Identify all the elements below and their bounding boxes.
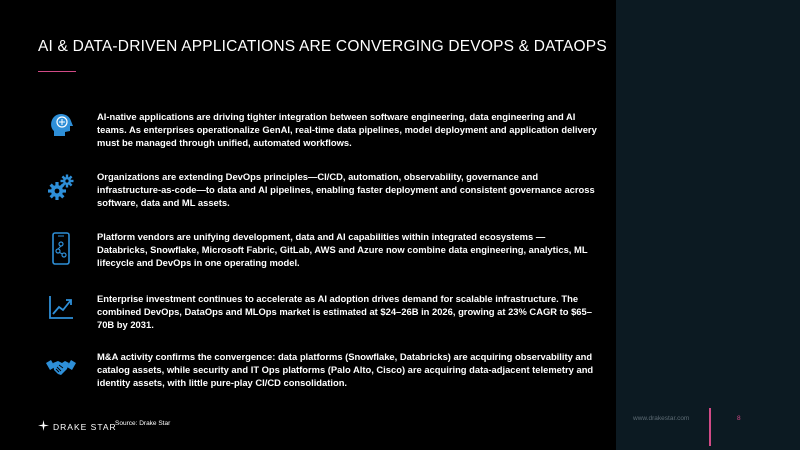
- brain-head-icon: [44, 108, 78, 142]
- list-item-text: Platform vendors are unifying development, data and AI capabilities within integrated ecosystems — Databricks, Snowflake, Microsoft Fabric, GitLab, AWS and Azure now combine data engineering, analytics, ML lifecycle and DevOps in one operating model.: [97, 231, 588, 268]
- growth-chart-icon: [44, 290, 78, 324]
- drake-star-logo: [38, 418, 117, 436]
- page-title: AI & DATA-DRIVEN APPLICATIONS ARE CONVERGING DEVOPS & DATAOPS: [38, 38, 607, 55]
- list-item-text: M&A activity confirms the convergence: data platforms (Snowflake, Databricks) are acquiring observability and catalog assets, while security and IT Ops platforms (Palo Alto, Cisco) are acquiring data-adjacent telemetry and identity assets, with little pure-play CI/CD consolidation.: [97, 351, 594, 388]
- gears-icon: [44, 170, 78, 204]
- star-icon: [38, 418, 49, 436]
- brand-name: DRAKE STAR: [53, 422, 117, 432]
- footer-divider: [709, 408, 711, 446]
- page-number: 8: [737, 415, 741, 422]
- list-item-text: Organizations are extending DevOps principles—CI/CD, automation, observability, governance and infrastructure-as-code—to data and AI pipelines, enabling faster deployment and consistent governance across software, data and ML assets.: [97, 171, 595, 208]
- list-item-text: AI-native applications are driving tighter integration between software engineering, data engineering and AI teams. As enterprises operationalize GenAI, real-time data pipelines, model deployment and application delivery must be managed through unified, automated workflows.: [97, 111, 597, 148]
- mobile-network-icon: [44, 232, 78, 266]
- website-link[interactable]: www.drakestar.com: [633, 415, 690, 422]
- list-item-text: Enterprise investment continues to accelerate as AI adoption drives demand for scalable infrastructure. The combined DevOps, DataOps and MLOps market is estimated at $24–26B in 2026, growing at 23% CAGR to $65–70B by 2031.: [97, 293, 592, 330]
- source-note: Source: Drake Star: [115, 420, 171, 427]
- handshake-icon: [44, 350, 78, 384]
- right-sidebar-panel: [616, 0, 800, 450]
- title-underline: [38, 71, 76, 72]
